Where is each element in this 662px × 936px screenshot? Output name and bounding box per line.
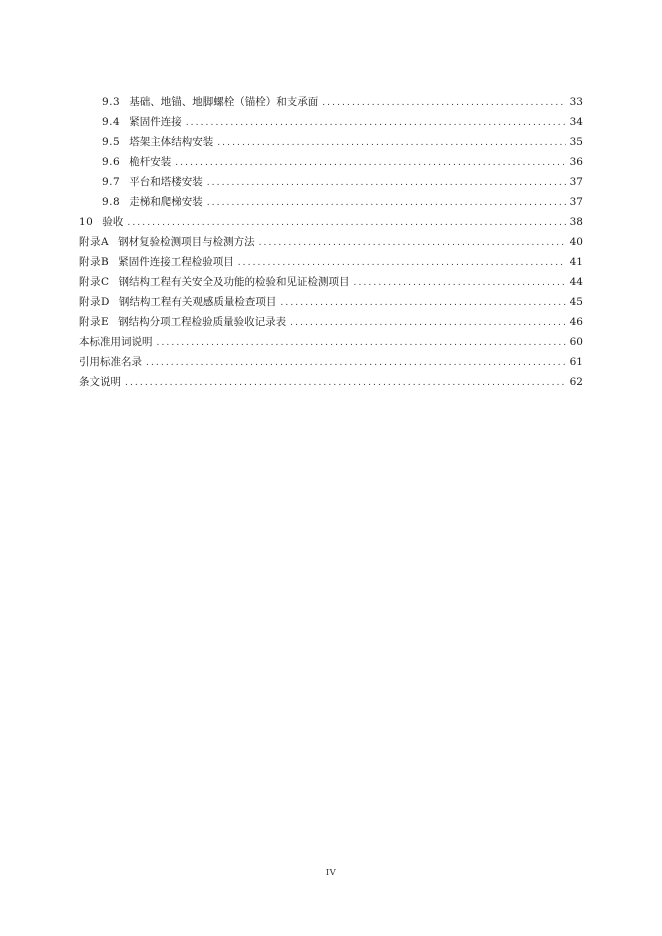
- toc-entry-title: 钢结构工程有关安全及功能的检验和见证检测项目: [118, 276, 350, 288]
- toc-entry-page: 46: [569, 316, 583, 328]
- toc-entry-title: 条文说明: [79, 376, 121, 388]
- toc-entry-title: 验收: [102, 216, 124, 228]
- toc-entry-number: 附录C: [79, 276, 110, 288]
- toc-entry-number: 10: [79, 216, 94, 228]
- toc-entry-number: 9.6: [102, 156, 121, 168]
- dot-leader: [280, 293, 565, 313]
- toc-entry-page: 62: [569, 376, 583, 388]
- toc-entry[interactable]: [79, 372, 583, 392]
- toc-entry-title: 平台和塔楼安装: [129, 176, 203, 188]
- toc-entry-title: 引用标准名录: [79, 356, 142, 368]
- toc-entry-title: 紧固件连接: [129, 116, 182, 128]
- toc-entry-title: 塔架主体结构安装: [129, 136, 214, 148]
- toc-entry-page: 37: [569, 196, 583, 208]
- toc-entry-number: 9.3: [102, 96, 121, 108]
- table-of-contents: [79, 92, 583, 392]
- toc-entry-page: 45: [569, 296, 583, 308]
- dot-leader: [157, 333, 566, 353]
- dot-leader: [186, 113, 566, 133]
- toc-entry-title: 紧固件连接工程检验项目: [118, 256, 234, 268]
- dot-leader: [207, 193, 566, 213]
- dot-leader: [207, 173, 566, 193]
- toc-entry[interactable]: [79, 312, 583, 332]
- toc-entry[interactable]: [79, 152, 583, 172]
- toc-entry[interactable]: [79, 132, 583, 152]
- toc-entry-page: 38: [569, 216, 583, 228]
- toc-entry-title: 基础、地锚、地脚螺栓（锚栓）和支承面: [129, 96, 319, 108]
- toc-entry-title: 本标准用词说明: [79, 336, 153, 348]
- toc-entry[interactable]: [79, 332, 583, 352]
- toc-entry-page: 44: [569, 276, 583, 288]
- dot-leader: [354, 273, 566, 293]
- dot-leader: [146, 353, 566, 373]
- toc-entry-number: 附录A: [79, 236, 110, 248]
- dot-leader: [322, 93, 565, 113]
- toc-entry-title: 钢材复验检测项目与检测方法: [118, 236, 255, 248]
- toc-entry-number: 附录E: [79, 316, 110, 328]
- toc-entry-number: 附录B: [79, 256, 110, 268]
- toc-entry-page: 60: [569, 336, 583, 348]
- toc-entry[interactable]: [79, 252, 583, 272]
- page-number: IV: [325, 868, 337, 878]
- toc-entry-number: 9.5: [102, 136, 121, 148]
- toc-entry-number: 附录D: [79, 296, 110, 308]
- toc-entry[interactable]: [79, 92, 583, 112]
- toc-entry-page: 33: [569, 96, 583, 108]
- toc-entry-page: 36: [569, 156, 583, 168]
- dot-leader: [175, 153, 565, 173]
- toc-entry[interactable]: [79, 352, 583, 372]
- toc-entry[interactable]: [79, 192, 583, 212]
- toc-entry-number: 9.4: [102, 116, 121, 128]
- toc-entry[interactable]: [79, 112, 583, 132]
- toc-entry[interactable]: [79, 292, 583, 312]
- toc-entry-page: 35: [569, 136, 583, 148]
- toc-entry-title: 桅杆安装: [129, 156, 172, 168]
- toc-entry-title: 钢结构分项工程检验质量验收记录表: [118, 316, 287, 328]
- dot-leader: [127, 213, 565, 233]
- toc-entry[interactable]: [79, 232, 583, 252]
- toc-entry-page: 40: [569, 236, 583, 248]
- toc-entry[interactable]: [79, 272, 583, 292]
- dot-leader: [217, 133, 565, 153]
- dot-leader: [259, 233, 566, 253]
- toc-entry-title: 走梯和爬梯安装: [129, 196, 203, 208]
- toc-entry-number: 9.7: [102, 176, 121, 188]
- toc-entry-page: 37: [569, 176, 583, 188]
- dot-leader: [290, 313, 565, 333]
- toc-entry-page: 61: [569, 356, 583, 368]
- dot-leader: [238, 253, 566, 273]
- toc-entry-page: 34: [569, 116, 583, 128]
- toc-entry-page: 41: [569, 256, 583, 268]
- toc-entry[interactable]: [79, 172, 583, 192]
- toc-entry[interactable]: [79, 212, 583, 232]
- toc-entry-title: 钢结构工程有关观感质量检查项目: [118, 296, 277, 308]
- toc-entry-number: 9.8: [102, 196, 121, 208]
- dot-leader: [125, 373, 566, 393]
